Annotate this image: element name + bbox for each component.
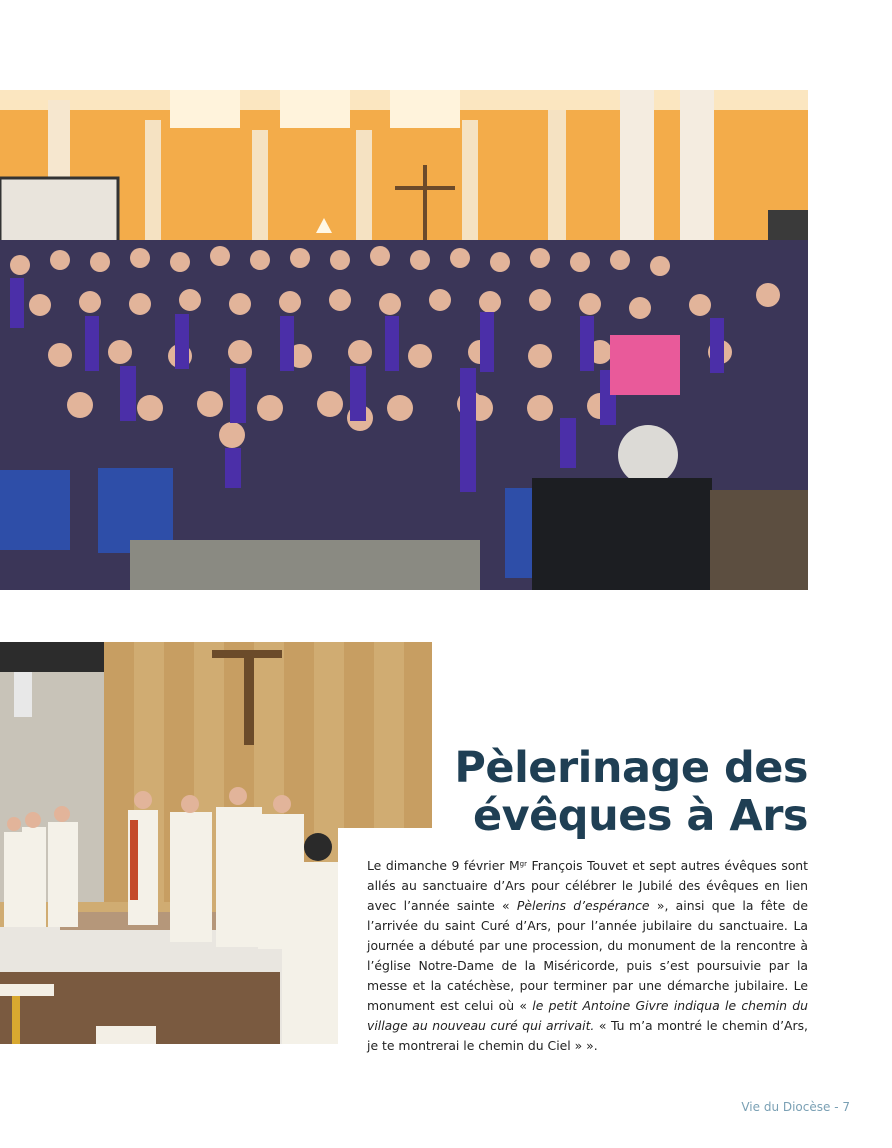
footer-section: Vie du Diocèse — [741, 1100, 831, 1114]
group-photo — [0, 90, 808, 590]
title-line-1: Pèlerinage des — [454, 743, 808, 793]
body-em-2: le petit Antoine Givre indiqua le chemin du village au nouveau curé qui arrivait. — [367, 998, 808, 1033]
title-line-2: évêques à Ars — [472, 791, 808, 841]
page-footer — [741, 1100, 850, 1114]
body-part-1: Le dimanche 9 février M — [367, 858, 520, 873]
article-title — [388, 744, 808, 840]
body-part-2: François Touvet et sept autres évêques sont allés au sanctuaire d’Ars pour célébrer le Jubilé des évêques en lien avec l’année sainte « — [367, 858, 808, 913]
body-sup: gr — [519, 860, 527, 868]
footer-page-number: 7 — [842, 1100, 850, 1114]
footer-separator: - — [830, 1100, 843, 1114]
body-em-1: Pèlerins d’espérance — [516, 898, 650, 913]
body-part-3: », ainsi que la fête de l’arrivée du saint Curé d’Ars, pour l’année jubilaire du sanctuaire. La journée a débuté par une procession, du monument de la rencontre à l’église Notre-Dame de la Miséricorde, puis s’est poursuivie par la messe et la catéchèse, pour terminer par une démarche jubilaire. Le monument est celui où « — [367, 898, 808, 1013]
article-body — [367, 856, 808, 1056]
body-part-4: « Tu m’a montré le chemin d’Ars, je te montrerai le chemin du Ciel » ». — [367, 1018, 808, 1053]
